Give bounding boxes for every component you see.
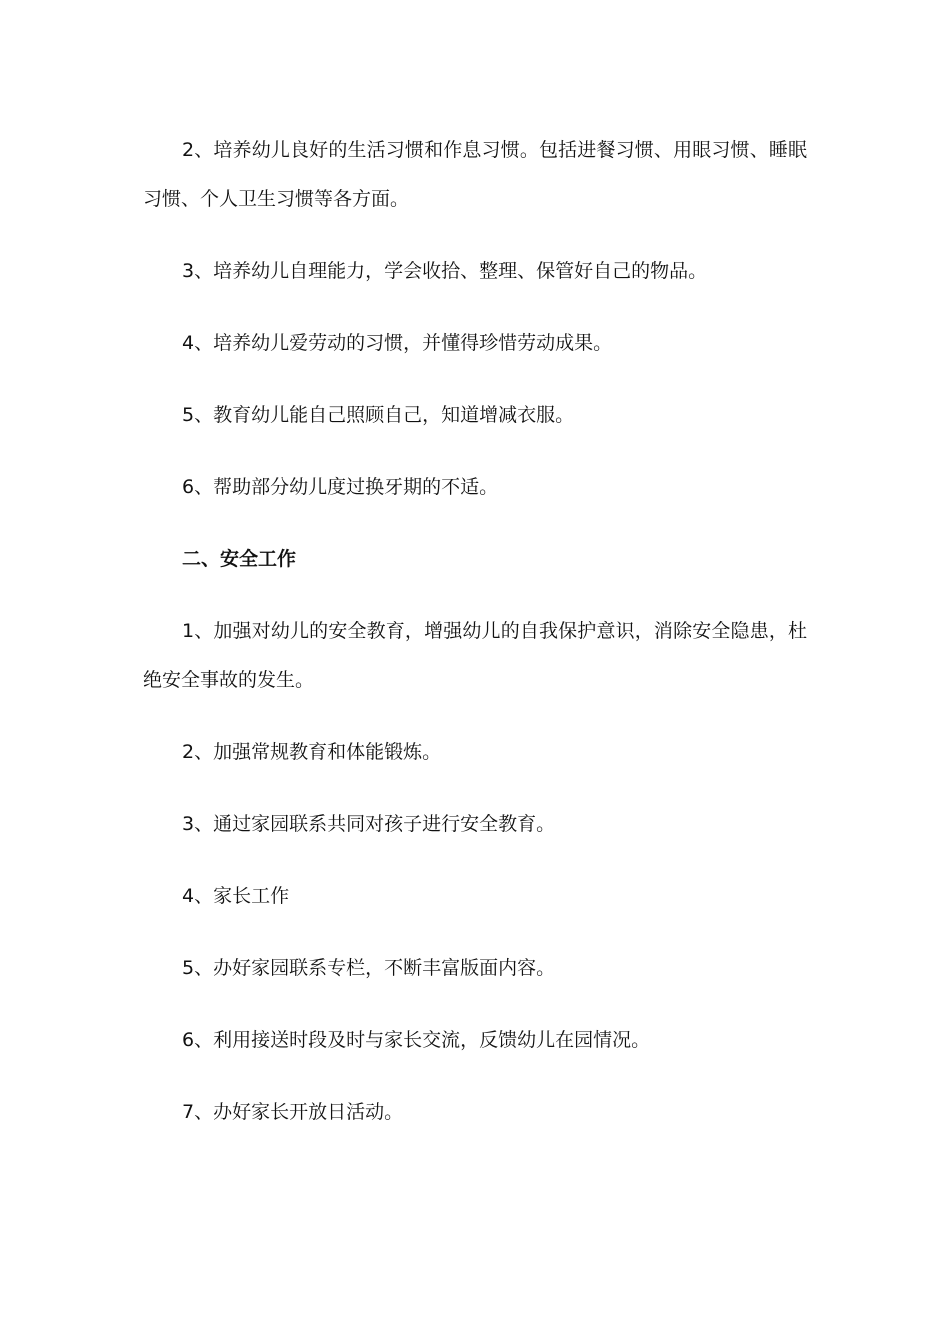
paragraph-parent-work: 4、家长工作 bbox=[182, 885, 290, 907]
paragraph-communication: 6、利用接送时段及时与家长交流，反馈幼儿在园情况。 bbox=[182, 1029, 651, 1051]
paragraph-labor: 4、培养幼儿爱劳动的习惯，并懂得珍惜劳动成果。 bbox=[182, 332, 613, 354]
section-heading-safety: 二、安全工作 bbox=[182, 548, 297, 570]
paragraph-open-day: 7、办好家长开放日活动。 bbox=[182, 1101, 404, 1123]
paragraph-safety-education: 1、加强对幼儿的安全教育，增强幼儿的自我保护意识，消除安全隐患，杜绝安全事故的发生。 bbox=[143, 620, 807, 691]
document-body bbox=[143, 126, 807, 1160]
paragraph-self-care: 3、培养幼儿自理能力，学会收拾、整理、保管好自己的物品。 bbox=[182, 260, 708, 282]
paragraph-clothing: 5、教育幼儿能自己照顾自己，知道增减衣服。 bbox=[182, 404, 575, 426]
paragraph-bulletin: 5、办好家园联系专栏，不断丰富版面内容。 bbox=[182, 957, 556, 979]
paragraph-home-school: 3、通过家园联系共同对孩子进行安全教育。 bbox=[182, 813, 556, 835]
paragraph-routine: 2、加强常规教育和体能锻炼。 bbox=[182, 741, 442, 763]
paragraph-teeth: 6、帮助部分幼儿度过换牙期的不适。 bbox=[182, 476, 499, 498]
paragraph-habits: 2、培养幼儿良好的生活习惯和作息习惯。包括进餐习惯、用眼习惯、睡眠习惯、个人卫生习惯等各方面。 bbox=[143, 139, 807, 210]
